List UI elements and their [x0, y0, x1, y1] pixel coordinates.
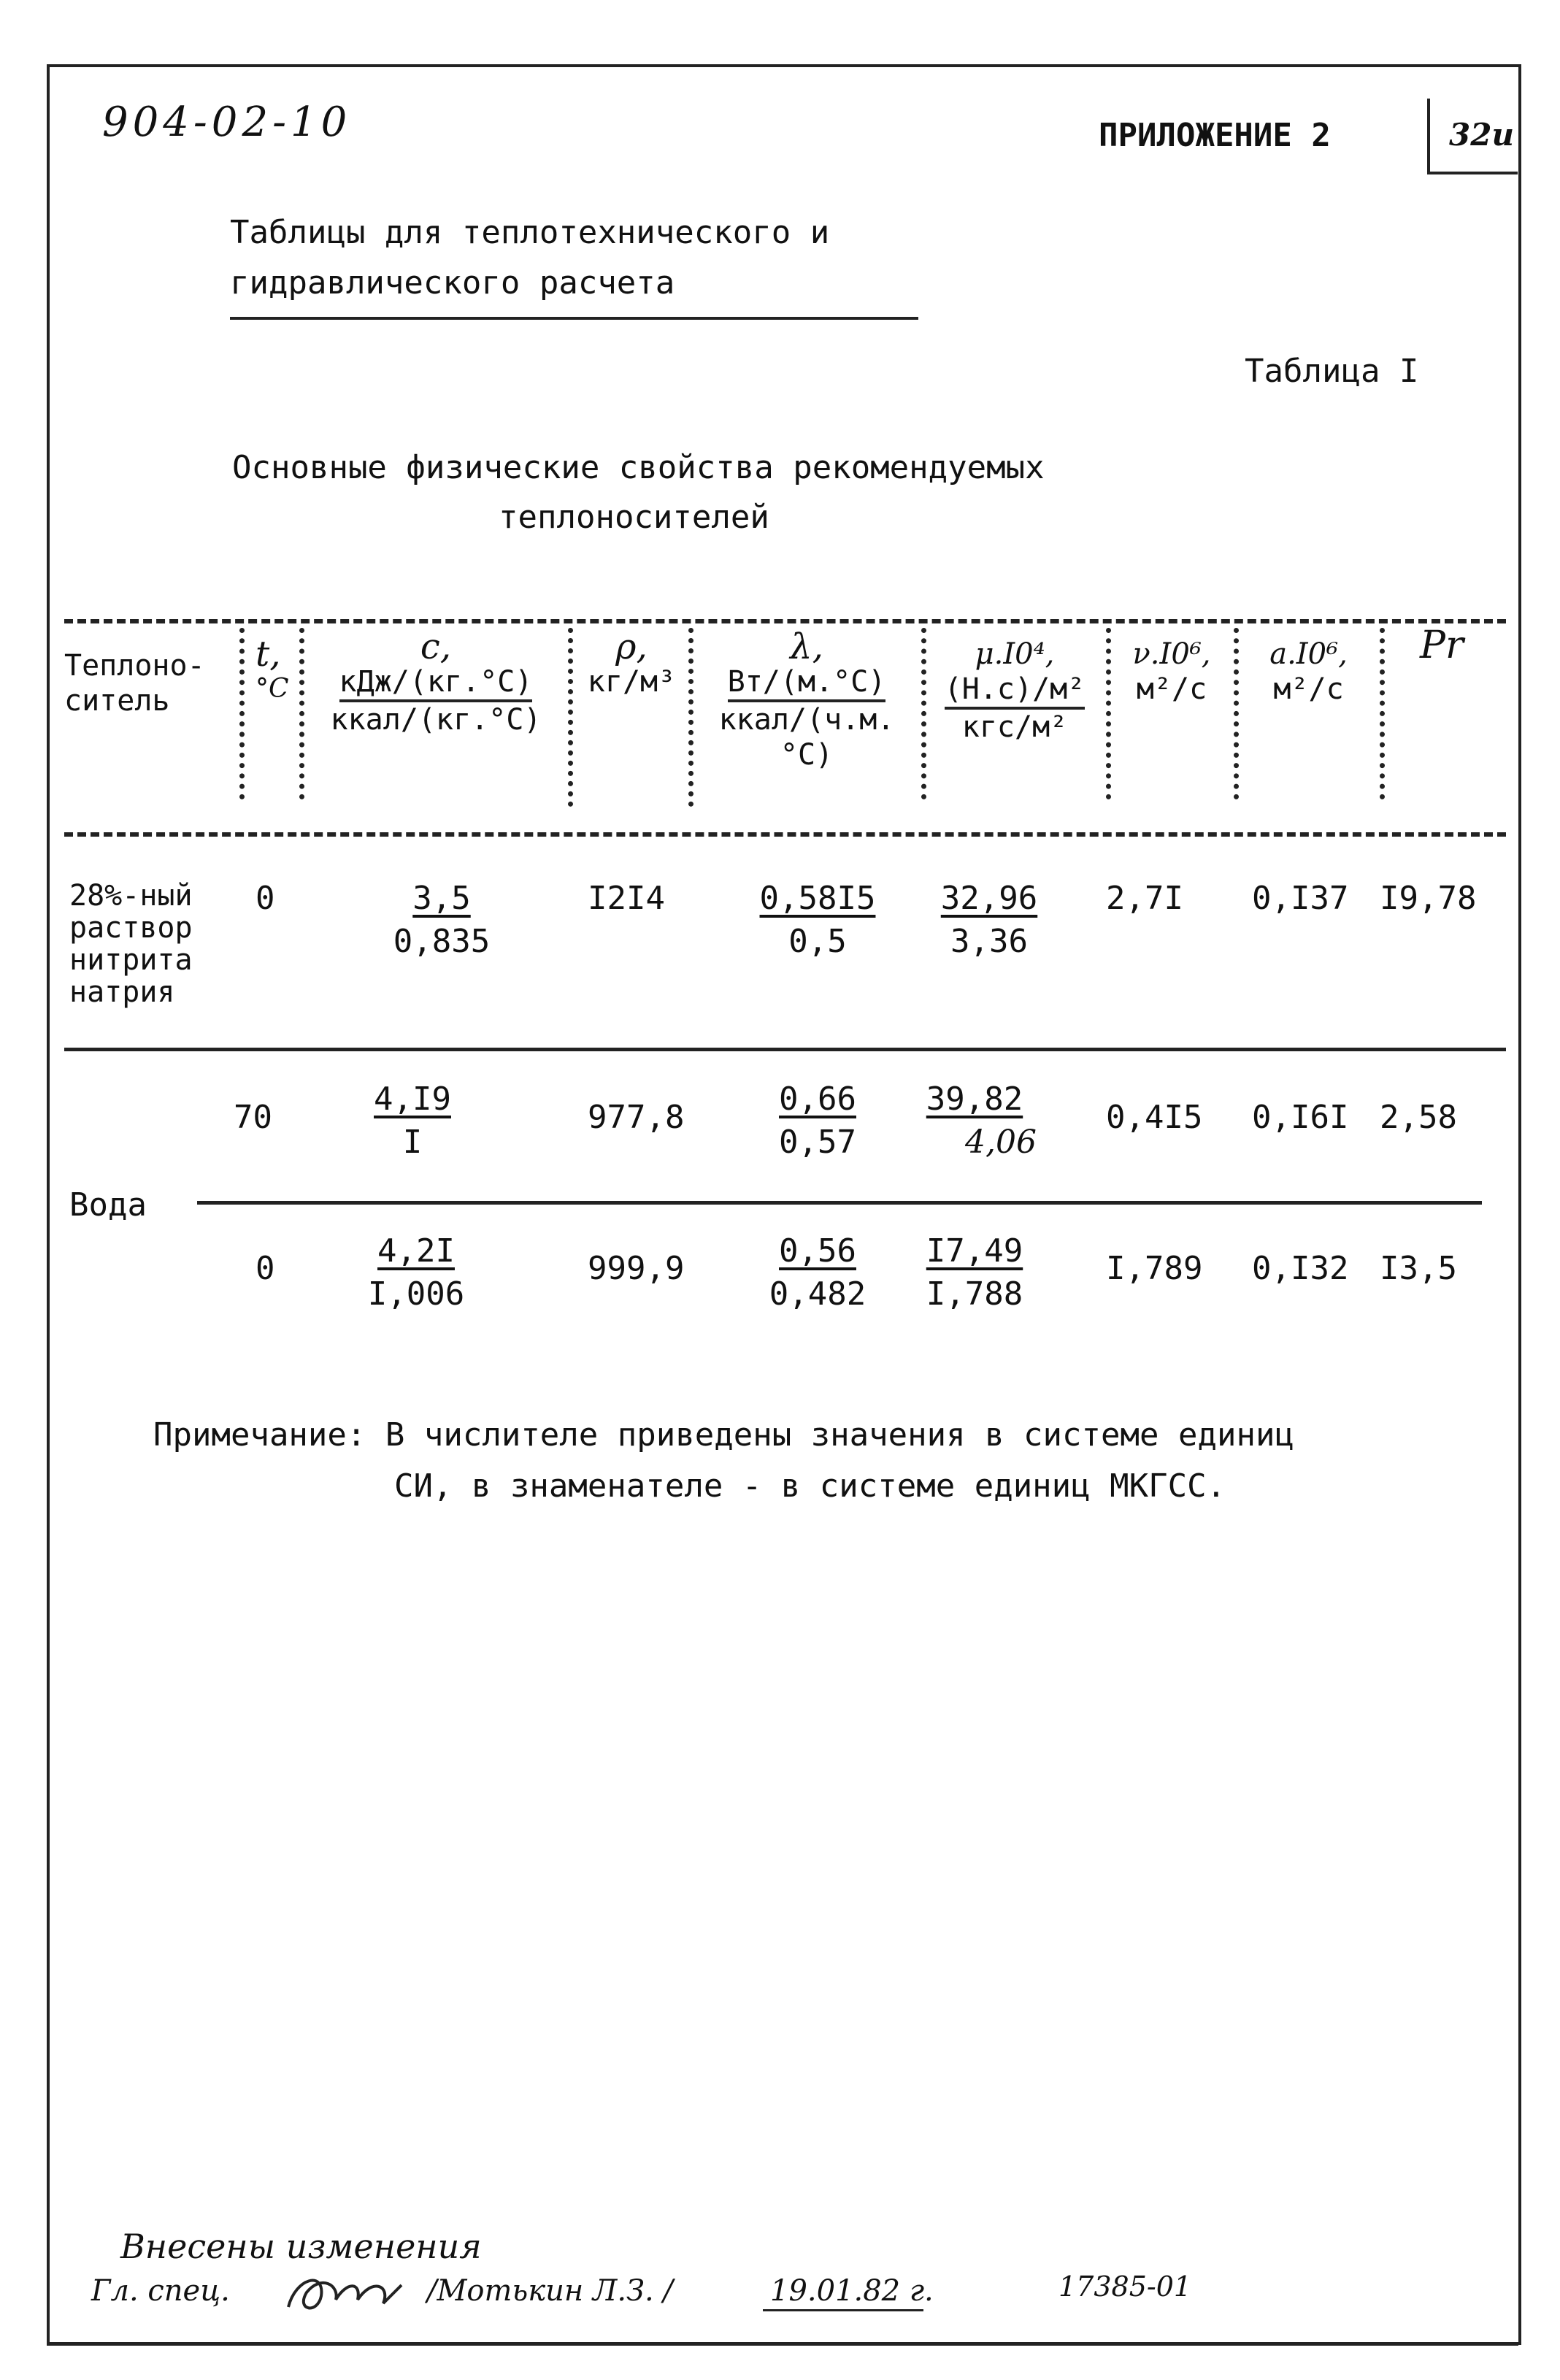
heading-line-2: гидравлического расчета [230, 264, 675, 302]
cell-nu: 0,4I5 [1106, 1099, 1203, 1136]
cell-lambda: 0,66 0,57 [779, 1080, 856, 1161]
col-separator [688, 628, 693, 807]
col-header-mu: μ.I0⁴, (Н.с)/м² кгс/м² [944, 637, 1086, 744]
col-header-nu: ν.I0⁶, м²/с [1132, 637, 1211, 706]
cell-a: 0,I37 [1252, 880, 1349, 917]
cell-pr: I3,5 [1380, 1250, 1457, 1287]
col-header-c: c, кДж/(кг.°C) ккал/(кг.°C) [330, 626, 542, 737]
date-underline [763, 2309, 923, 2311]
row-carrier-water: Вода [69, 1186, 147, 1224]
cell-t: 0 [255, 880, 275, 917]
col-header-rho: ρ, кг/м³ [587, 626, 676, 699]
table-top-rule [64, 619, 1506, 623]
note-line-1: Примечание: В числителе приведены значения в системе единиц [153, 1416, 1294, 1454]
cell-pr: I9,78 [1380, 880, 1477, 917]
col-separator [921, 628, 926, 799]
cell-a: 0,I32 [1252, 1250, 1349, 1287]
note-line-2: СИ, в знаменателе - в системе единиц МКГСС. [394, 1467, 1226, 1505]
appendix-label: ПРИЛОЖЕНИЕ 2 [1099, 117, 1331, 154]
row-separator [64, 1048, 1506, 1051]
cell-rho: I2I4 [588, 880, 665, 917]
col-separator [239, 628, 245, 799]
page-number: 32и [1449, 117, 1514, 153]
heading-underline [230, 317, 918, 320]
cell-t: 70 [234, 1099, 272, 1136]
table-title-line-2: теплоносителей [499, 499, 769, 536]
page-frame [47, 64, 1521, 2345]
cell-rho: 977,8 [588, 1099, 685, 1136]
cell-lambda: 0,56 0,482 [769, 1232, 867, 1313]
col-header-pr: Pr [1420, 623, 1464, 667]
cell-mu: 39,82 4,06 [926, 1080, 1037, 1161]
table-label: Таблица I [1245, 353, 1419, 390]
footer-date: 19.01.82 г. [770, 2274, 934, 2308]
col-header-carrier: Теплоно- ситель [64, 649, 205, 718]
signature-icon [281, 2256, 409, 2322]
cell-mu: I7,49 I,788 [926, 1232, 1023, 1313]
cell-a: 0,I6I [1252, 1099, 1349, 1136]
row-carrier-nitrite: 28%-ный раствор нитрита натрия [69, 879, 193, 1009]
row-separator [197, 1201, 1482, 1205]
cell-nu: I,789 [1106, 1250, 1203, 1287]
table-title-line-1: Основные физические свойства рекомендуемых [232, 449, 1045, 486]
col-separator [1380, 628, 1385, 799]
footer-code: 17385-01 [1058, 2270, 1192, 2303]
doc-number: 904-02-10 [102, 99, 352, 146]
col-separator [1106, 628, 1111, 799]
footer-changes-note: Внесены изменения [120, 2227, 482, 2266]
heading-line-1: Таблицы для теплотехнического и [230, 214, 830, 251]
cell-t: 0 [255, 1250, 275, 1287]
col-header-t: t, °C [255, 634, 289, 704]
col-header-lambda: λ, Вт/(м.°C) ккал/(ч.м. °C) [718, 626, 895, 772]
footer-name: /Мотькин Л.З. / [427, 2274, 673, 2308]
col-separator [568, 628, 573, 807]
footer-chief-spec: Гл. спец. [91, 2274, 230, 2308]
cell-rho: 999,9 [588, 1250, 685, 1287]
cell-c: 3,5 0,835 [393, 880, 491, 960]
page-bottom-rule [47, 2342, 1518, 2346]
cell-mu: 32,96 3,36 [940, 880, 1038, 960]
cell-c: 4,2I I,006 [367, 1232, 465, 1313]
cell-nu: 2,7I [1106, 880, 1183, 917]
col-separator [299, 628, 304, 799]
table-header-bottom-rule [64, 832, 1506, 837]
col-separator [1234, 628, 1239, 799]
col-header-a: a.I0⁶, м²/с [1269, 637, 1348, 706]
cell-pr: 2,58 [1380, 1099, 1457, 1136]
cell-c: 4,I9 I [374, 1080, 451, 1161]
cell-lambda: 0,58I5 0,5 [759, 880, 876, 960]
